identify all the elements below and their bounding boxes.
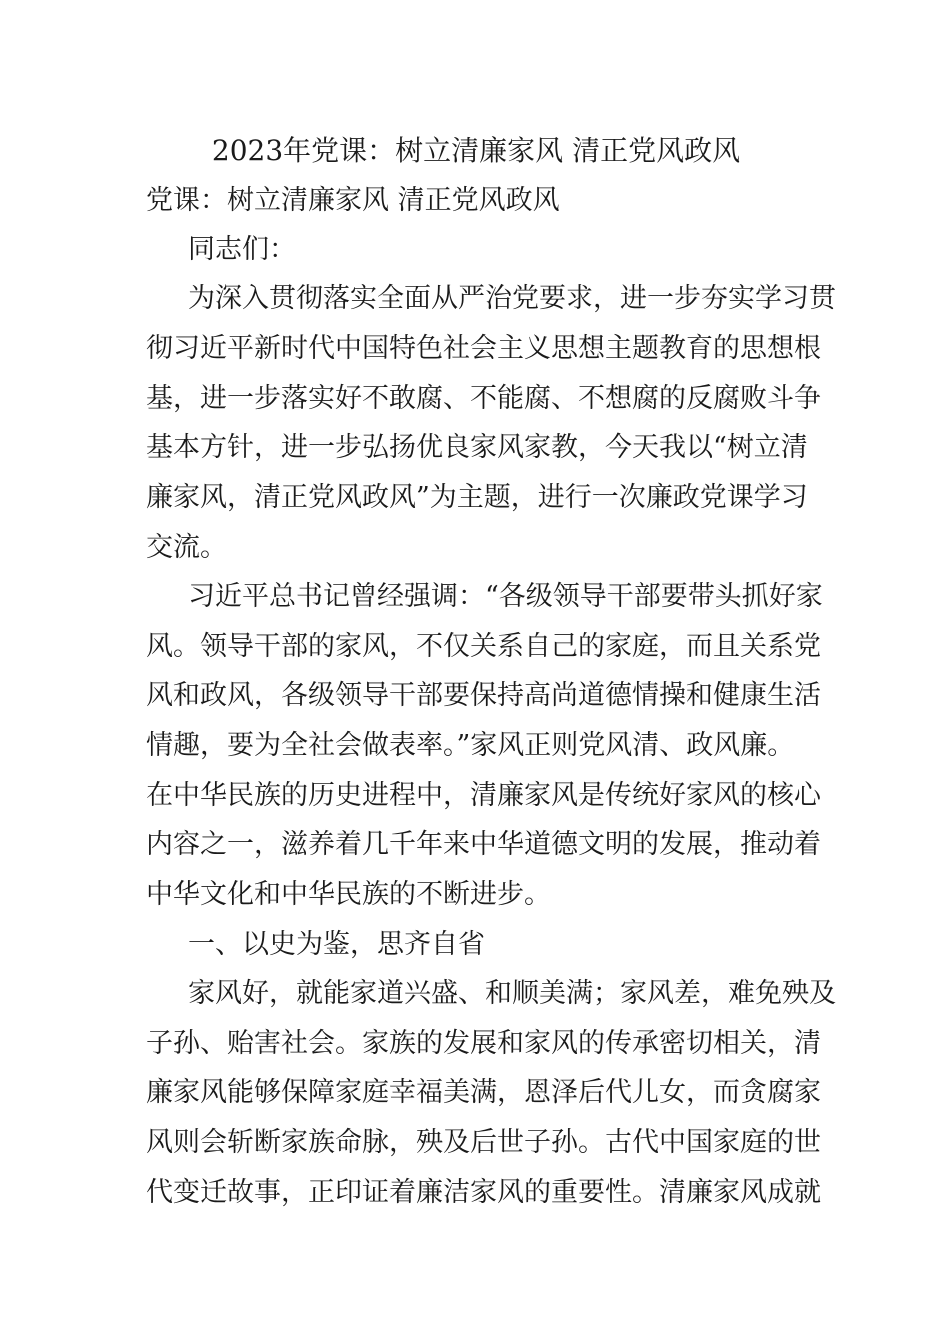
salutation-line: 同志们： xyxy=(188,234,296,265)
paragraph-line: 基本方针，进一步弘扬优良家风家教，今天我以“树立清 xyxy=(146,432,808,463)
paragraph-line: 基，进一步落实好不敢腐、不能腐、不想腐的反腐败斗争 xyxy=(146,383,821,414)
paragraph-line: 彻习近平新时代中国特色社会主义思想主题教育的思想根 xyxy=(146,333,821,364)
paragraph-line: 交流。 xyxy=(146,532,227,563)
paragraph-line: 子孙、贻害社会。家族的发展和家风的传承密切相关，清 xyxy=(146,1028,821,1059)
paragraph-line: 为深入贯彻落实全面从严治党要求，进一步夯实学习贯 xyxy=(188,283,836,314)
paragraph-line: 风和政风，各级领导干部要保持高尚道德情操和健康生活 xyxy=(146,680,821,711)
paragraph-line: 代变迁故事，正印证着廉洁家风的重要性。清廉家风成就 xyxy=(146,1177,821,1208)
paragraph-line: 习近平总书记曾经强调：“各级领导干部要带头抓好家 xyxy=(188,581,823,612)
paragraph-line: 情趣，要为全社会做表率。”家风正则党风清、政风廉。 xyxy=(146,730,795,761)
paragraph-line: 风则会斩断家族命脉，殃及后世子孙。古代中国家庭的世 xyxy=(146,1127,821,1158)
paragraph-line: 廉家风，清正党风政风”为主题，进行一次廉政党课学习 xyxy=(146,482,808,513)
paragraph-line: 廉家风能够保障家庭幸福美满，恩泽后代儿女，而贪腐家 xyxy=(146,1077,821,1108)
subtitle-line: 党课：树立清廉家风 清正党风政风 xyxy=(146,185,560,216)
section-heading: 一、以史为鉴，思齐自省 xyxy=(188,929,485,960)
paragraph-line: 中华文化和中华民族的不断进步。 xyxy=(146,879,551,910)
paragraph-line: 在中华民族的历史进程中，清廉家风是传统好家风的核心 xyxy=(146,780,821,811)
paragraph-line: 内容之一，滋养着几千年来中华道德文明的发展，推动着 xyxy=(146,829,821,860)
paragraph-line: 家风好，就能家道兴盛、和顺美满；家风差，难免殃及 xyxy=(188,978,836,1009)
document-title: 2023年党课：树立清廉家风 清正党风政风 xyxy=(211,134,741,167)
paragraph-line: 风。领导干部的家风，不仅关系自己的家庭，而且关系党 xyxy=(146,631,821,662)
